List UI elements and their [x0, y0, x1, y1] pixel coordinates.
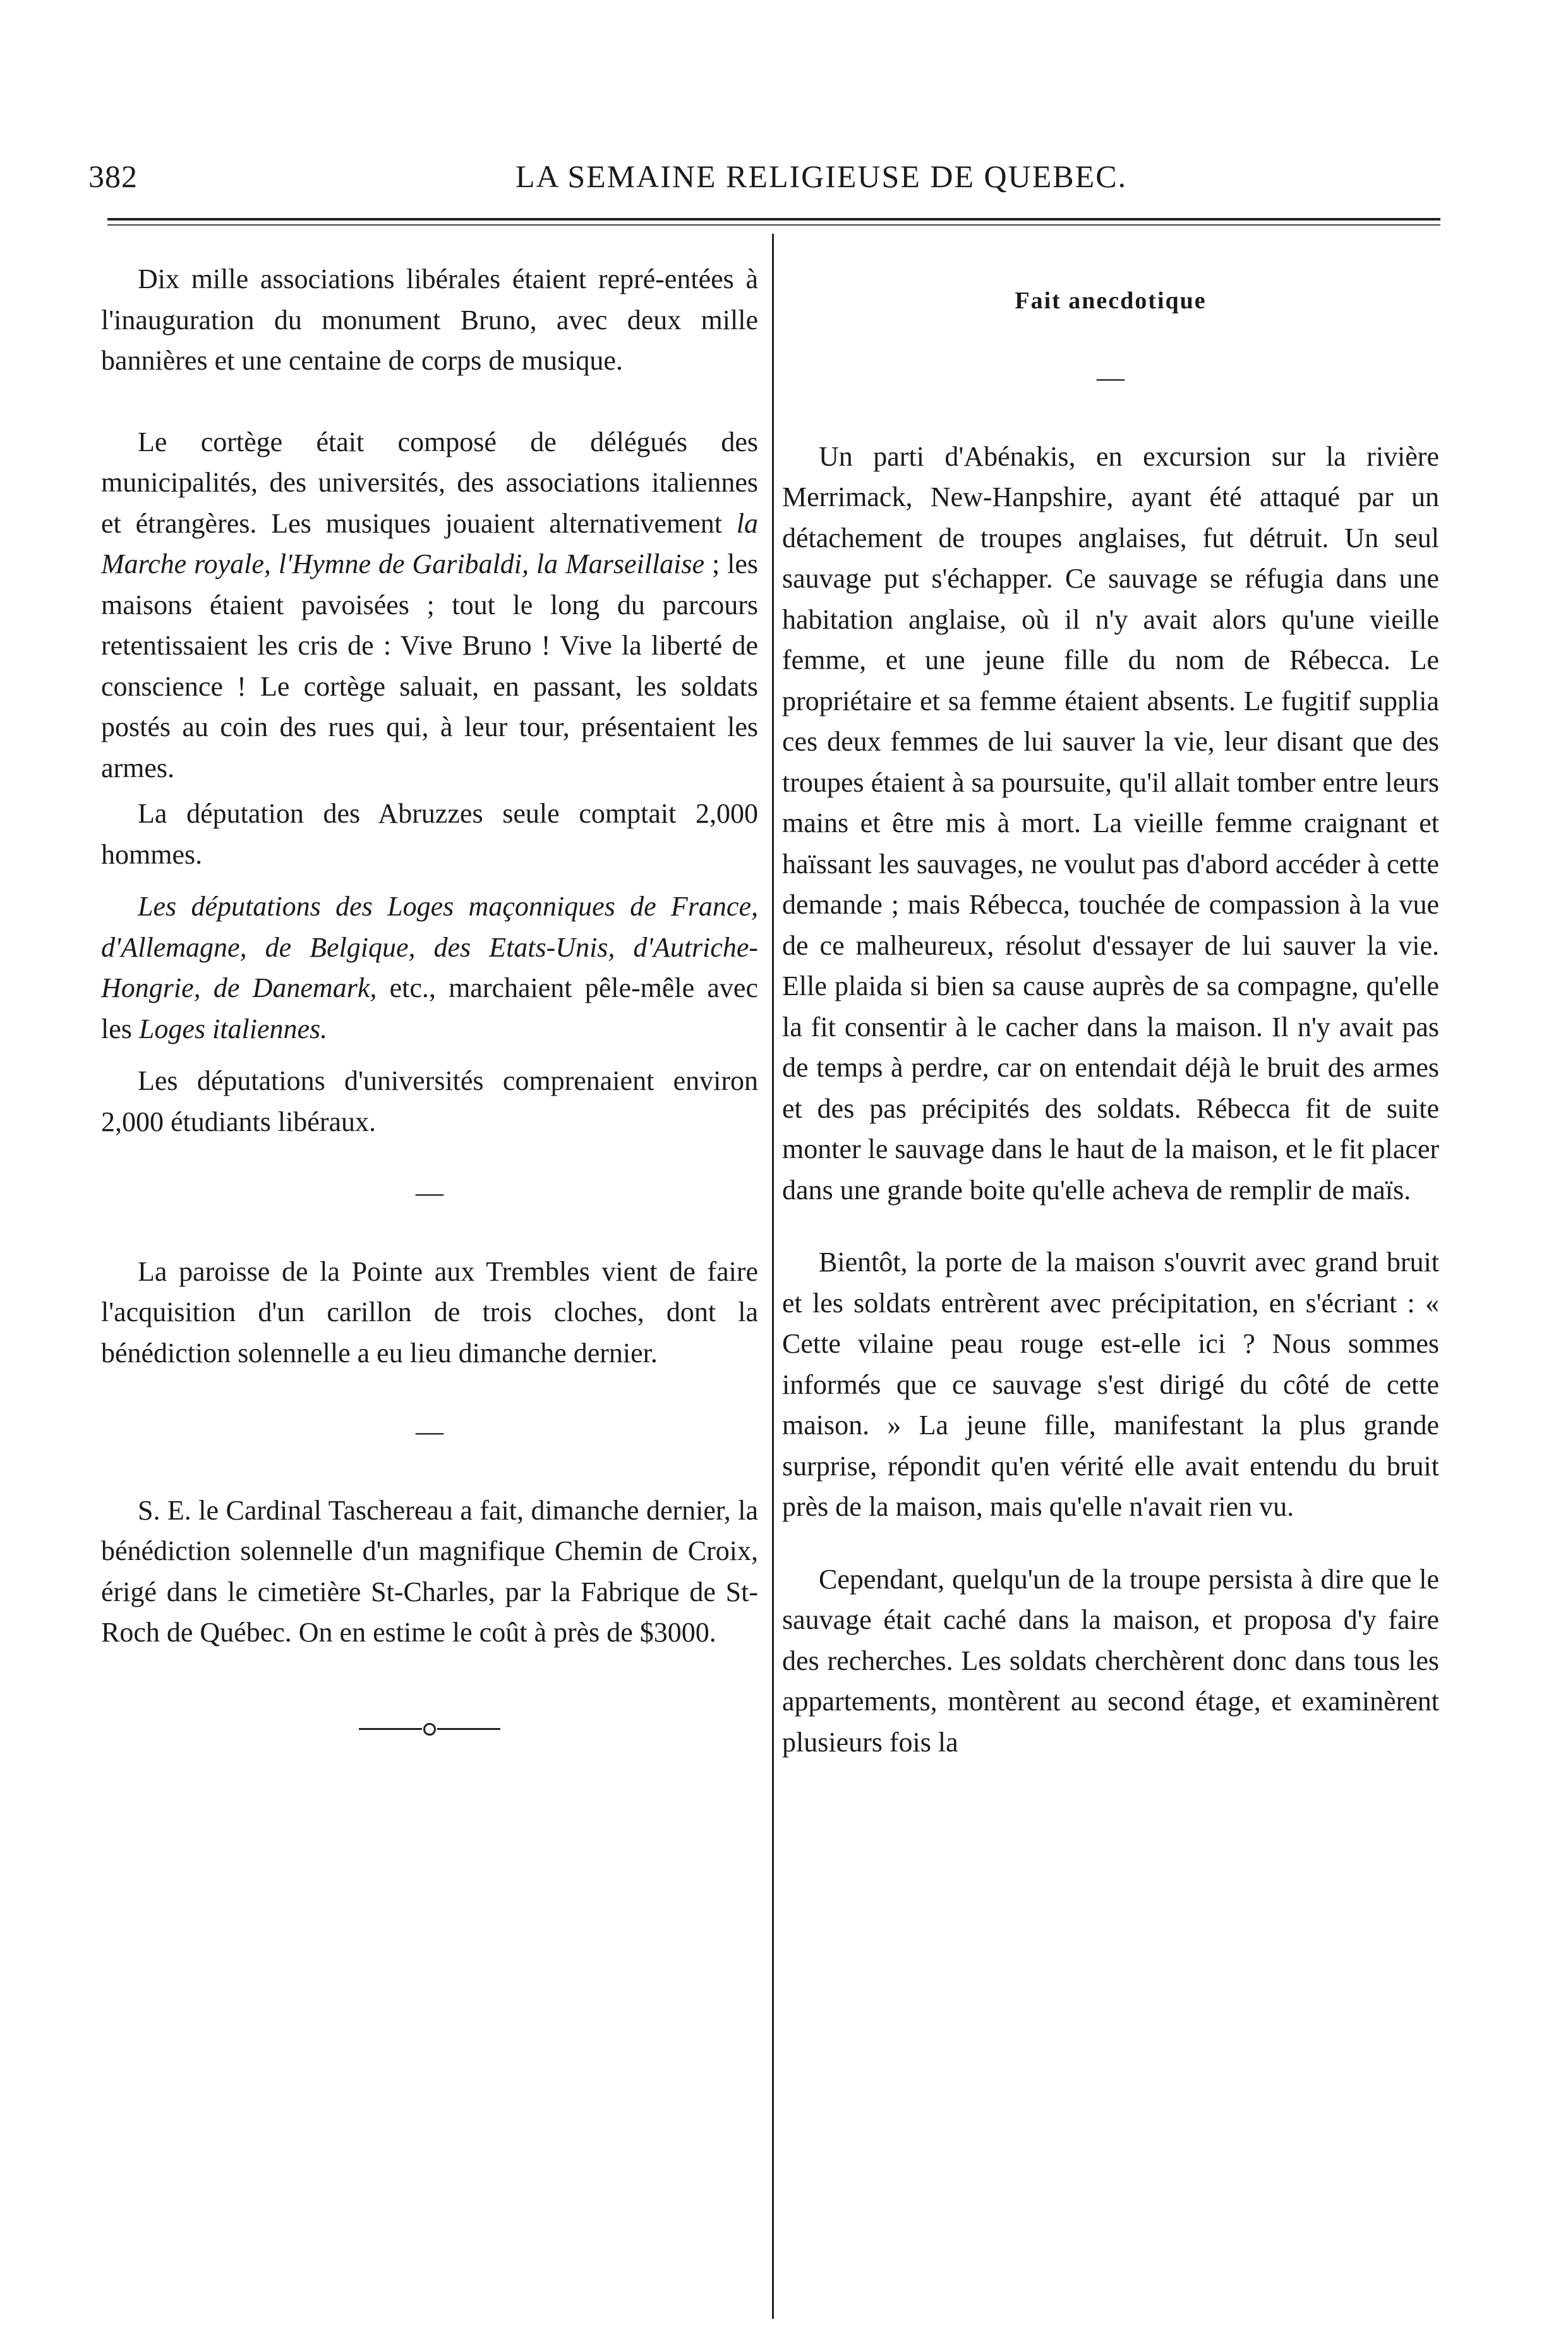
paragraph-soldats-entrerent: Bientôt, la porte de la maison s'ouvrit avec grand bruit et les soldats entrèrent avec précipitation, en s'écriant : « Cette vilaine peau rouge est-elle ici ? Nous sommes informés que ce sauvage s'est dirigé du côté de cette maison. » La jeune fille, manifestant la plus grande surprise, répondit qu'en vérité elle avait entendu du bruit près de la maison, mais qu'elle n'avait rien vu. — [782, 1247, 1439, 1522]
header-rule — [107, 218, 1440, 221]
right-column — [782, 259, 1439, 1763]
heading-dash: — — [1097, 362, 1125, 393]
paragraph-abruzzes: La députation des Abruzzes seule comptait 2,000 hommes. — [101, 798, 758, 870]
paragraph-loges — [101, 886, 758, 1049]
paragraph-cortege-text-b: ; les maisons étaient pavoisées ; tout le long du parcours retentissaient les cris de : Vive Bruno ! Vive la liberté de conscience ! Le cortège saluait, en passant, les soldats postés au coin des rues qui, à leur tour, présentaient les armes. — [101, 548, 758, 783]
page-header — [88, 158, 1440, 209]
ornament-line-left — [359, 1728, 422, 1730]
ornament-circle — [423, 1723, 436, 1736]
paragraph-loges-italic: Les députations des Loges maçonniques de France, d'Allemagne, de Belgique, des Etats-Unis, d'Autriche-Hongrie, de Danemark, — [101, 891, 758, 1003]
page-number: 382 — [88, 159, 138, 194]
header-rule-thin — [107, 224, 1440, 226]
section-dash-1: — — [416, 1177, 443, 1208]
paragraph-loges-italic-end: Loges italiennes. — [138, 1013, 328, 1044]
section-dash-2: — — [416, 1416, 443, 1447]
paragraph-abenakis: Un parti d'Abénakis, en excursion sur la rivière Merrimack, New-Hanpshire, ayant été attaqué par un détachement de troupes anglaises, fut détruit. Un seul sauvage put s'échapper. Ce sauvage se réfugia dans une habitation anglaise, où il n'y avait alors qu'une vieille femme, et une jeune fille du nom de Rébecca. Le propriétaire et sa femme étaient absents. Le fugitif supplia ces deux femmes de lui sauver la vie, leur disant que des troupes étaient à sa poursuite, qu'il allait tomber entre leurs mains et être mis à mort. La vieille femme craignant et haïssant les sauvages, ne voulut pas d'abord accéder à cette demande ; mais Rébecca, touchée de compassion à la vue de ce malheureux, résolut d'essayer de lui sauver la vie. Elle plaida si bien sa cause auprès de sa compagne, qu'elle la fit consentir à le cacher dans la maison. Il n'y avait pas de temps à perdre, car on entendait déjà le bruit des armes et des pas précipités des soldats. Rébecca fit de suite monter le sauvage dans le haut de la maison, et le fit placer dans une grande boite qu'elle acheva de remplir de maïs. — [782, 440, 1439, 1206]
paragraph-cardinal-taschereau: S. E. le Cardinal Taschereau a fait, dimanche dernier, la bénédiction solennelle d'un magnifique Chemin de Croix, érigé dans le cimetière St-Charles, par la Fabrique de St-Roch de Québec. On en estime le coût à près de $3000. — [101, 1494, 758, 1648]
paragraph-pointe-aux-trembles: La paroisse de la Pointe aux Trembles vient de faire l'acquisition d'un carillon de trois cloches, dont la bénédiction solennelle a eu lieu dimanche dernier. — [101, 1255, 758, 1369]
paragraph-universites: Les députations d'universités comprenaient environ 2,000 étudiants libéraux. — [101, 1065, 758, 1137]
paragraph-cortege — [101, 422, 758, 789]
column-divider — [772, 234, 774, 2319]
running-title: LA SEMAINE RELIGIEUSE DE QUEBEC. — [515, 159, 1128, 194]
paragraph-cortege-text-a: Le cortège était composé de délégués des municipalités, des universités, des associations italiennes et étrangères. Les musiques jouaient alternativement — [101, 426, 758, 539]
paragraph-cortege-music-titles: la Marche royale, l'Hymne de Garibaldi, la Marseillaise — [101, 507, 758, 579]
paragraph-recherches: Cependant, quelqu'un de la troupe persista à dire que le sauvage était caché dans la maison, et proposa d'y faire des recherches. Les soldats cherchèrent donc dans tous les appartements, montèrent au second étage, et examinèrent plusieurs fois la — [782, 1563, 1439, 1758]
ornament-line-right — [437, 1728, 500, 1730]
article-heading: Fait anecdotique — [1015, 287, 1207, 314]
end-ornament — [101, 1717, 758, 1742]
paragraph-bruno-associations: Dix mille associations libérales étaient repré-entées à l'inauguration du monument Bruno, avec deux mille bannières et une centaine de corps de musique. — [101, 263, 758, 376]
left-column — [101, 259, 758, 1742]
paragraph-loges-text: etc., marchaient pêle-mêle avec les — [101, 972, 758, 1044]
